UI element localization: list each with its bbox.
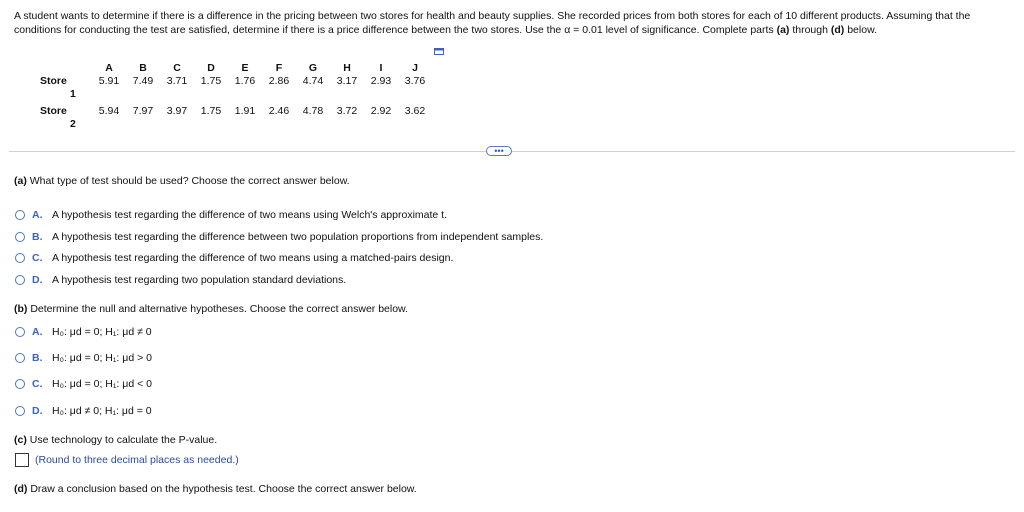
- column-header: I: [379, 62, 383, 74]
- table-cell: 2.46: [268, 105, 290, 117]
- column-header: J: [412, 62, 418, 74]
- column-header: B: [139, 62, 147, 74]
- column-header: F: [275, 62, 283, 74]
- option-text: H₀: μd ≠ 0; H₁: μd = 0: [52, 405, 152, 417]
- part-b-option-a[interactable]: [15, 325, 152, 339]
- part-d-label: (d): [14, 483, 28, 495]
- option-letter: D.: [32, 274, 43, 286]
- table-cell: 3.76: [404, 75, 426, 87]
- row-label: [40, 105, 92, 131]
- radio-button[interactable]: [15, 406, 25, 416]
- part-a-question: [14, 174, 350, 188]
- part-a-option-c[interactable]: [15, 251, 453, 265]
- intro-text: A student wants to determine if there is a difference in the pricing between two stores for health and beauty supplies. She recorded prices from both stores for each of 10 different products. Assuming that the conditions for conducting the test are satisfied, determine if there is a price difference between the two stores. Use the α = 0.01 level of significance. Complete parts: [14, 10, 971, 36]
- option-letter: D.: [32, 405, 43, 417]
- part-b-question: [14, 302, 408, 316]
- option-text: A hypothesis test regarding the difference between two population proportions from independent samples.: [52, 231, 544, 243]
- option-letter: B.: [32, 352, 43, 364]
- row-label: [40, 75, 92, 101]
- problem-statement: [14, 9, 1014, 37]
- table-cell: 4.74: [302, 75, 324, 87]
- table-cell: 3.71: [166, 75, 188, 87]
- table-cell: 3.17: [336, 75, 358, 87]
- part-a-option-d[interactable]: [15, 273, 346, 287]
- table-cell: 3.62: [404, 105, 426, 117]
- part-b-label: (b): [14, 303, 28, 315]
- radio-button[interactable]: [15, 275, 25, 285]
- option-letter: B.: [32, 231, 43, 243]
- table-cell: 2.93: [370, 75, 392, 87]
- intro-part-a: (a): [776, 24, 790, 36]
- table-cell: 7.49: [132, 75, 154, 87]
- table-cell: 3.72: [336, 105, 358, 117]
- table-row-store-1: [40, 75, 432, 101]
- table-cell: 4.78: [302, 105, 324, 117]
- option-text: A hypothesis test regarding the difference of two means using a matched-pairs design.: [52, 252, 454, 264]
- radio-button[interactable]: [15, 253, 25, 263]
- part-b-text: Determine the null and alternative hypotheses. Choose the correct answer below.: [27, 303, 408, 315]
- option-text: A hypothesis test regarding two population standard deviations.: [52, 274, 347, 286]
- intro-part-d: (d): [830, 24, 845, 36]
- price-table: [40, 62, 432, 131]
- column-header: E: [241, 62, 249, 74]
- radio-button[interactable]: [15, 232, 25, 242]
- copy-data-icon[interactable]: [434, 48, 444, 56]
- part-a-option-a[interactable]: [15, 208, 447, 222]
- radio-button[interactable]: [15, 353, 25, 363]
- table-cell: 1.75: [200, 75, 222, 87]
- option-letter: A.: [32, 209, 43, 221]
- column-header: D: [207, 62, 215, 74]
- table-cell: 2.92: [370, 105, 392, 117]
- row-label-text: Store: [40, 75, 67, 87]
- option-letter: C.: [32, 378, 43, 390]
- table-cell: 3.97: [166, 105, 188, 117]
- part-c-text: Use technology to calculate the P-value.: [26, 434, 218, 446]
- table-cell: 7.97: [132, 105, 154, 117]
- part-d-text: Draw a conclusion based on the hypothesis test. Choose the correct answer below.: [27, 483, 417, 495]
- option-text: H₀: μd = 0; H₁: μd > 0: [52, 352, 152, 364]
- table-cell: 5.91: [98, 75, 120, 87]
- column-header: C: [173, 62, 181, 74]
- option-letter: A.: [32, 326, 43, 338]
- part-d-question: [14, 482, 417, 496]
- column-header: G: [308, 62, 318, 74]
- part-b-option-d[interactable]: [15, 404, 152, 418]
- rounding-hint: (Round to three decimal places as needed.): [35, 454, 239, 466]
- table-cell: 1.75: [200, 105, 222, 117]
- intro-end: below.: [844, 24, 877, 36]
- table-header-row: [40, 62, 432, 75]
- option-text: H₀: μd = 0; H₁: μd ≠ 0: [52, 326, 152, 338]
- p-value-input[interactable]: [15, 453, 29, 467]
- radio-button[interactable]: [15, 210, 25, 220]
- radio-button[interactable]: [15, 327, 25, 337]
- part-c-question: [14, 433, 217, 447]
- option-letter: C.: [32, 252, 43, 264]
- part-a-label: (a): [14, 175, 27, 187]
- row-label-num: 2: [70, 118, 76, 130]
- row-label-num: 1: [70, 88, 76, 100]
- table-cell: 2.86: [268, 75, 290, 87]
- more-button[interactable]: •••: [486, 146, 512, 156]
- option-text: H₀: μd = 0; H₁: μd < 0: [52, 378, 152, 390]
- part-b-option-c[interactable]: [15, 377, 152, 391]
- part-b-option-b[interactable]: [15, 351, 152, 365]
- part-c-label: (c): [14, 434, 27, 446]
- header-corner: [40, 62, 92, 75]
- intro-through: through: [789, 24, 831, 36]
- table-cell: 1.91: [234, 105, 256, 117]
- option-text: A hypothesis test regarding the difference of two means using Welch's approximate t.: [52, 209, 448, 221]
- row-label-text: Store: [40, 105, 67, 117]
- radio-button[interactable]: [15, 379, 25, 389]
- part-a-text: What type of test should be used? Choose the correct answer below.: [26, 175, 350, 187]
- column-header: H: [343, 62, 351, 74]
- table-cell: 1.76: [234, 75, 256, 87]
- column-header: A: [105, 62, 113, 74]
- part-a-option-b[interactable]: [15, 230, 543, 244]
- table-cell: 5.94: [98, 105, 120, 117]
- table-row-store-2: [40, 105, 432, 131]
- section-divider: [9, 151, 1015, 152]
